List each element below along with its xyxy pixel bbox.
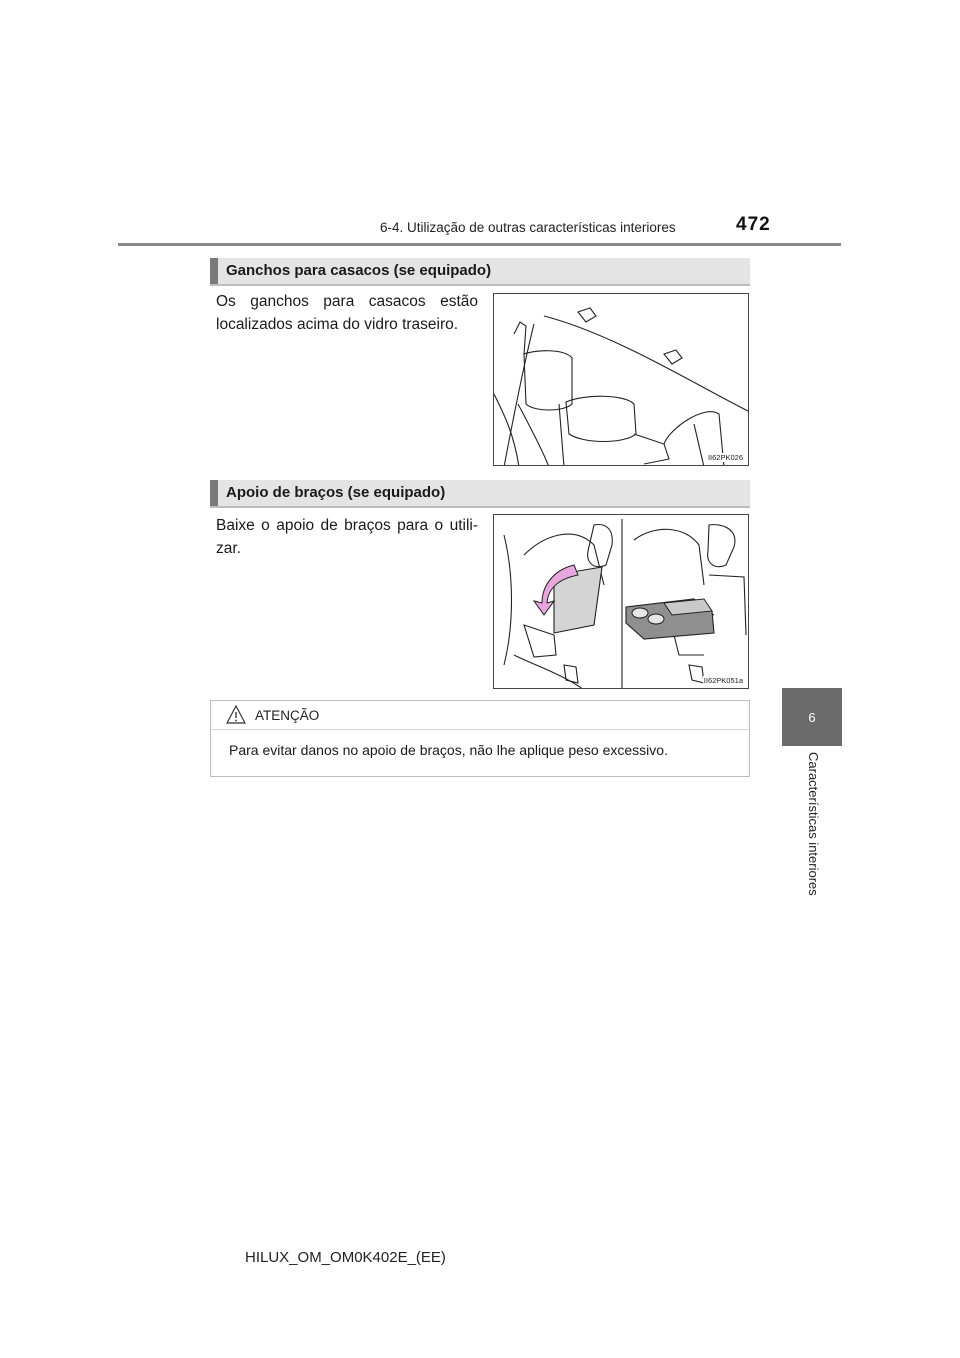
header-section-title: 6-4. Utilização de outras características interiores bbox=[380, 220, 676, 235]
section-heading-coat-hooks: Ganchos para casacos (se equipado) bbox=[210, 258, 750, 284]
warning-triangle-icon bbox=[225, 704, 247, 725]
warning-title: ATENÇÃO bbox=[255, 708, 320, 723]
warning-box bbox=[210, 700, 750, 777]
chapter-tab bbox=[782, 688, 842, 746]
rear-seat-coat-hooks-drawing bbox=[494, 294, 749, 466]
warning-header bbox=[211, 701, 749, 730]
coat-hooks-illustration bbox=[493, 293, 749, 466]
armrest-lowering-drawing bbox=[494, 515, 749, 689]
footer-document-code: HILUX_OM_OM0K402E_(EE) bbox=[245, 1249, 446, 1266]
section-text-coat-hooks: Os ganchos para casacos estão localizados acima do vidro traseiro. bbox=[216, 293, 478, 333]
chapter-label: Características interiores bbox=[806, 752, 821, 896]
figure-code-armrest: II62PK051a bbox=[703, 676, 743, 685]
chapter-label-container bbox=[782, 752, 842, 922]
section-heading-armrest: Apoio de braços (se equipado) bbox=[210, 480, 750, 506]
chapter-number: 6 bbox=[808, 709, 816, 725]
page-number: 472 bbox=[736, 214, 771, 235]
section-text-armrest: Baixe o apoio de braços para o utili-zar. bbox=[216, 517, 478, 557]
header-divider bbox=[118, 243, 841, 246]
figure-code-coat-hooks: II62PK026 bbox=[707, 453, 743, 462]
warning-text: Para evitar danos no apoio de braços, não lhe aplique peso excessivo. bbox=[229, 742, 668, 758]
armrest-illustration bbox=[493, 514, 749, 689]
